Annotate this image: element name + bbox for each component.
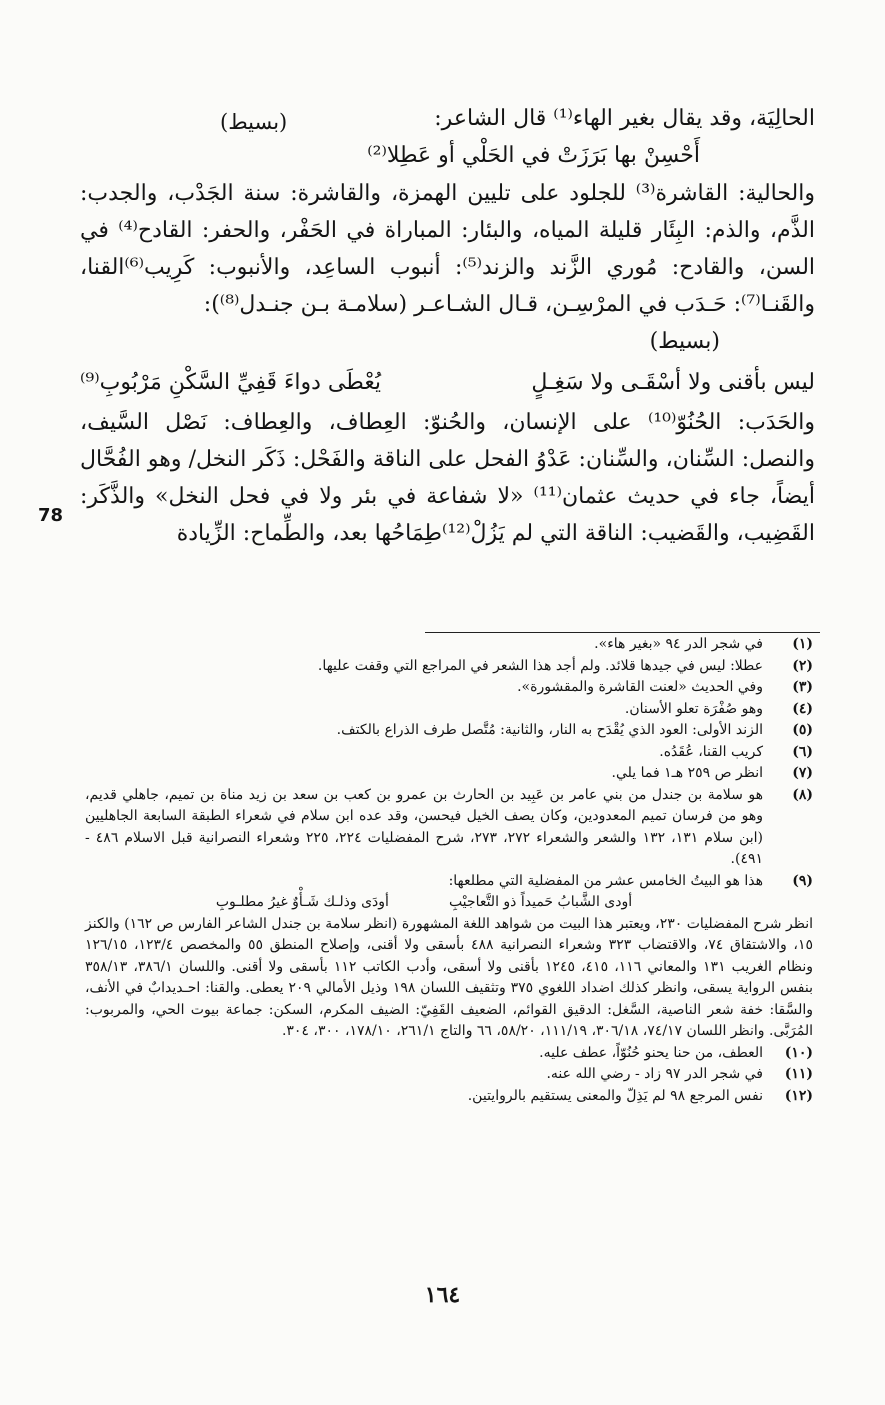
- meter-label-2: (بسيط): [649, 329, 720, 354]
- footnote-text: كريب القنا، عُقَدُه.: [659, 743, 763, 760]
- main-text: [80, 100, 815, 552]
- footnote-text: هذا هو البيتُ الخامس عشر من المفضلية التي مطلعها:: [448, 872, 763, 889]
- footnote-6: [85, 742, 813, 764]
- footnote-text: وفي الحديث «لعنت القاشرة والمقشورة».: [517, 679, 763, 695]
- footnote-text: هو سلامة بن جندل من بني عامر بن عَبِيد بن الحارث بن عمرو بن كعب بن سعد بن زيد مناة بن تميم، جاهلي قديم، وهو من فرسان تميم المعدودين، وكان يصف الخيل فيحسن، وقد عده ابن سلام في شعراء الطبقة السابعة الجاهليين (ابن سلام ١٣١، ١٣٢ والشعر والشعراء ٢٧٢، ٢٧٣، شرح المفضليات ٢٢٤، ٢٢٥ وشعراء النصرانية قبل الاسلام ٤٨٦ - ٤٩١).: [85, 786, 764, 867]
- footnote-5: [85, 720, 813, 742]
- verse-2-first-hemistich: ليس بأقنى ولا أسْقَـى ولا سَغِـلٍ: [531, 370, 815, 395]
- footnote-number: (٩): [792, 872, 813, 889]
- footnote-number: (١١): [784, 1066, 813, 1082]
- footnote-number: (٢): [792, 657, 813, 674]
- paragraph-1: والحالية: القاشرة⁽³⁾ للجلود على تليين الهمزة، والقاشرة: سنة الجَدْب، والجدب: الذَّم، والذم: البِئَار قليلة المياه، والبئار: المباراة في الحَفْر، والحفر: القادح⁽⁴⁾ في السن، والقادح: مُوري الزَّند والزند⁽⁵⁾: أنبوب الساعِد، والأنبوب: كَرِيب⁽⁶⁾القنا، والقَنـا⁽⁷⁾: حَـدَب في المرْسِـن، قـال الشـاعـر (سلامـة بـن جنـدل⁽⁸⁾):: [80, 181, 816, 317]
- footnote-7: [85, 763, 813, 785]
- footnote-text: عطلا: ليس في جيدها قلائد. ولم أجد هذا الشعر في المراجع التي وقفت عليها.: [317, 657, 763, 674]
- footnote-12: [85, 1086, 813, 1108]
- paragraph-2: والحَدَب: الحُنُوّ⁽¹⁰⁾ على الإنسان، والحُنوّ: العِطاف، والعِطاف: نَصْل السَّيف، والنصل: السِّنان، والسِّنان: عَدْوُ الفحل على الناقة والفَحْل: ذَكَر النخل/ وهو الفُحَّال أيضاً، جاء في حديث عثمان⁽¹¹⁾ «لا شفاعة في بئر ولا في فحل النخل» والذَّكَر: القَضِيب، والقَضيب: الناقة التي لم يَزُلْ⁽¹²⁾طِمَاحُها بعد، والطِّماح: الزِّيادة: [80, 410, 815, 546]
- footnote-number: (٨): [792, 786, 813, 803]
- footnote-3: [85, 677, 813, 699]
- footnote-number: (٧): [792, 765, 813, 781]
- verse-1: أَحْسِنْ بها بَرَزَتْ في الحَلْي أو عَطِلا⁽²⁾: [367, 143, 700, 168]
- footnote-verse-second-hemistich: أودَى وذلـك شَـأْوٌ غيرُ مطلـوبِ: [215, 894, 389, 910]
- footnote-text: في شجر الدر ٩٤ «بغير هاء».: [594, 636, 763, 652]
- footnote-divider: [425, 632, 820, 633]
- manuscript-folio-number: 78: [38, 505, 64, 526]
- footnote-number: (٤): [792, 700, 813, 717]
- body-line-1: الحالِيَة، وقد يقال بغير الهاء⁽¹⁾ قال الشاعر:: [434, 106, 815, 131]
- footnote-number: (١٢): [784, 1087, 813, 1104]
- footnote-text-continued: انظر شرح المفضليات ٢٣٠، ويعتبر هذا البيت من شواهد اللغة المشهورة (انظر سلامة بن جندل الشاعر الفارس ص ١٦٢) والكنز ١٥، والاشتقاق ٧٤، والاقتضاب ٣٢٣ وشعراء النصرانية ٤٨٨ بأسقى ولا أقنى، وإصلاح المنطق ٥٥ والمخصص ١٢٣/٤، ١٢٦/١٥ ونظام الغريب ١٣١ والمعاني ١١٦، ٤١٥، ١٢٤٥ بأقنى ولا أسقى، وأدب الكاتب ١١٢ بأسقى ولا أقنى. واللسان ٣٨٦/١، ٣٥٨/١٣ بنفس الرواية يسقى، وانظر كذلك اضداد اللغوي ٣٧٥ وتثقيف اللسان ١٩٨ وذيل الأمالي ٢٠٩ يعطى. والقنا: احـديدابٌ في الأنف، والسَّقا: خفة شعر الناصية، السَّغل: الدقيق القوائم، الضعيف القَفِيّ: الضيف المكرم، السكن: جماعة بيوت الحي، والمربوب: المُرَبَّى. وانظر اللسان ٧٤/١٧، ٣٠٦/١٨، ١١١/١٩، ٥٨/٢٠، ٦٦ والتاج ٢٦١/١، ١٧٨/١٠، ٣٠٠، ٣٠٤.: [85, 915, 814, 1039]
- footnote-text: انظر ص ٢٥٩ هـ١ فما يلي.: [611, 765, 763, 781]
- footnote-2: [85, 656, 813, 678]
- footnotes: [85, 634, 813, 1107]
- footnote-number: (٦): [792, 743, 813, 760]
- verse-2-second-hemistich: يُعْطَى دواءَ قَفِيِّ السَّكْنِ مَرْبُوبِ⁽⁹⁾: [80, 370, 382, 395]
- footnote-8: [85, 785, 813, 871]
- footnote-verse-first-hemistich: أودى الشَّبابُ حَميداً ذو التَّعاجيْبِ: [448, 894, 633, 910]
- footnote-text: العطف، من حنا يحنو حُنُوّاً، عطف عليه.: [539, 1044, 763, 1061]
- footnote-number: (١): [792, 636, 813, 652]
- page-number: ١٦٤: [424, 1282, 461, 1308]
- verse-2: [80, 360, 815, 404]
- meter-label-1: (بسيط): [220, 110, 288, 134]
- footnote-9-continued: [85, 914, 813, 1043]
- footnote-11: [85, 1064, 813, 1086]
- footnote-9: [85, 871, 813, 914]
- footnote-number: (١٠): [784, 1044, 813, 1061]
- footnote-number: (٣): [792, 679, 813, 695]
- footnote-text: في شجر الدر ٩٧ زاد - رضي الله عنه.: [546, 1066, 763, 1082]
- footnote-text: وهو صُفْرَة تعلو الأسنان.: [624, 700, 763, 717]
- footnote-4: [85, 699, 813, 721]
- footnote-1: [85, 634, 813, 656]
- footnote-text: نفس المرجع ٩٨ لم يَذِلّ والمعنى يستقيم بالروايتين.: [467, 1087, 763, 1104]
- footnote-verse: [85, 892, 763, 914]
- footnote-number: (٥): [792, 722, 813, 738]
- footnote-text: الزند الأولى: العود الذي يُقْدَح به النار، والثانية: مُتَّصل طرف الذراع بالكتف.: [336, 722, 763, 738]
- footnote-10: [85, 1043, 813, 1065]
